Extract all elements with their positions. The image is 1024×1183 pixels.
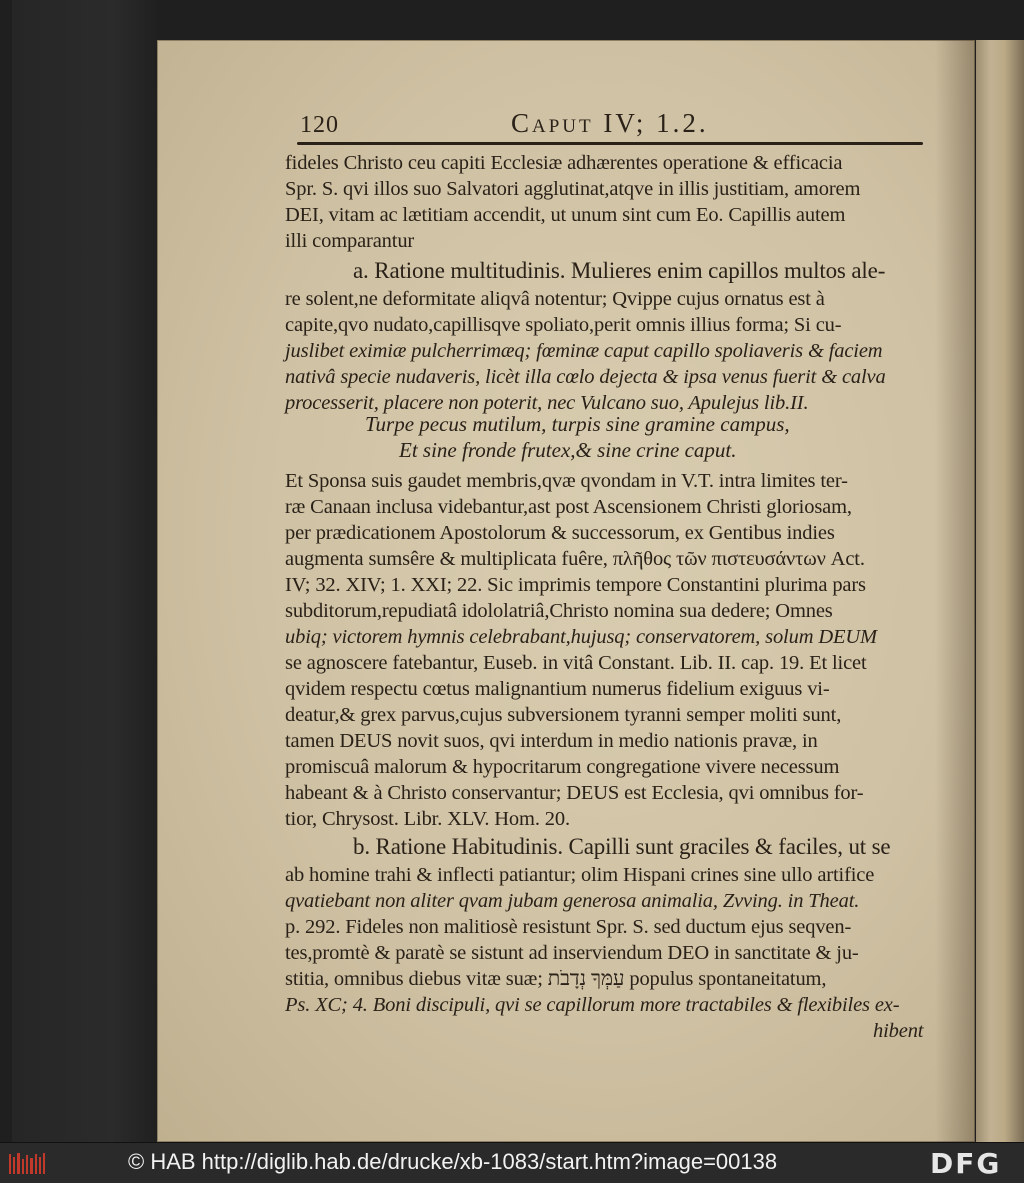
text-line: subditorum,repudiatâ idololatriâ,Christo nomina sua dedere; Omnes xyxy=(285,600,833,622)
text-line: promiscuâ malorum & hypocritarum congregatione vivere necessum xyxy=(285,756,840,778)
text-line: Spr. S. qvi illos suo Salvatori agglutinat,atqve in illis justitiam, amorem xyxy=(285,178,861,200)
section-heading-b: b. Ratione Habitudinis. Capilli sunt graciles & faciles, ut se xyxy=(353,834,891,859)
text-line: Et Sponsa suis gaudet membris,qvæ qvondam in V.T. intra limites ter- xyxy=(285,470,848,492)
text-line: Ps. XC; 4. Boni discipuli, qvi se capillorum more tractabiles & flexibiles ex- xyxy=(285,994,900,1016)
text-line: juslibet eximiæ pulcherrimæq; fœminæ caput capillo spoliaveris & faciem xyxy=(285,340,883,362)
text-line: processerit, placere non poterit, nec Vulcano suo, Apulejus lib.II. xyxy=(285,392,809,414)
running-head: Caput IV; 1.2. xyxy=(511,108,709,138)
text-line: re solent,ne deformitate aliqvâ notentur; Qvippe cujus ornatus est à xyxy=(285,288,825,310)
verse-line: Et sine fronde frutex,& sine crine caput. xyxy=(399,438,737,462)
text-line: se agnoscere fatebantur, Euseb. in vitâ Constant. Lib. II. cap. 19. Et licet xyxy=(285,652,867,674)
text-line: augmenta sumsêre & multiplicata fuêre, πλῆθος τῶν πιστευσάντων Act. xyxy=(285,548,865,570)
text-line: per prædicationem Apostolorum & successorum, ex Gentibus indies xyxy=(285,522,835,544)
header-rule xyxy=(297,142,923,145)
adjacent-page-edge xyxy=(976,40,1024,1142)
catchword: hibent xyxy=(873,1020,924,1042)
text-line: habeant & à Christo conservantur; DEUS est Ecclesia, qvi omnibus for- xyxy=(285,782,864,804)
footer-bar xyxy=(0,1142,1024,1183)
page-number: 120 xyxy=(300,112,339,138)
book-page xyxy=(157,40,975,1142)
text-line: nativâ specie nudaveris, licèt illa cœlo dejecta & ipsa venus fuerit & calva xyxy=(285,366,886,388)
verse-line: Turpe pecus mutilum, turpis sine gramine campus, xyxy=(365,412,790,436)
text-line: fideles Christo ceu capiti Ecclesiæ adhærentes operatione & efficacia xyxy=(285,152,843,174)
text-line: deatur,& grex parvus,cujus subversionem tyranni semper moliti sunt, xyxy=(285,704,842,726)
text-line: tior, Chrysost. Libr. XLV. Hom. 20. xyxy=(285,808,570,830)
text-line: DEI, vitam ac lætitiam accendit, ut unum sint cum Eo. Capillis autem xyxy=(285,204,846,226)
source-url-text[interactable]: © HAB http://diglib.hab.de/drucke/xb-1083/start.htm?image=00138 xyxy=(128,1149,778,1174)
text-line: p. 292. Fideles non malitiosè resistunt Spr. S. sed ductum ejus seqven- xyxy=(285,916,852,938)
text-line: IV; 32. XIV; 1. XXI; 22. Sic imprimis tempore Constantini plurima pars xyxy=(285,574,866,596)
text-line: stitia, omnibus diebus vitæ suæ; עַמְּךָ נְדָבֹת populus spontaneitatum, xyxy=(285,968,827,990)
text-line: ab homine trahi & inflecti patiantur; olim Hispani crines sine ullo artifice xyxy=(285,864,875,886)
text-line: tamen DEUS novit suos, qvi interdum in medio nationis pravæ, in xyxy=(285,730,818,752)
text-line: capite,qvo nudato,capillisqve spoliato,perit omnis illius forma; Si cu- xyxy=(285,314,842,336)
text-line: ræ Canaan inclusa videbantur,ast post Ascensionem Christi gloriosam, xyxy=(285,496,852,518)
text-line: qvidem respectu cœtus malignantium numerus fidelium exiguus vi- xyxy=(285,678,830,700)
text-line: illi comparantur xyxy=(285,230,415,252)
dfg-logo: DFG xyxy=(930,1147,1002,1180)
text-line: ubiq; victorem hymnis celebrabant,hujusq; conservatorem, solum DEUM xyxy=(285,626,877,648)
hab-logo-icon xyxy=(8,1151,46,1177)
text-line: tes,promtè & paratè se sistunt ad inserviendum DEO in sanctitate & ju- xyxy=(285,942,859,964)
section-heading-a: a. Ratione multitudinis. Mulieres enim capillos multos ale- xyxy=(353,258,886,283)
text-line: qvatiebant non aliter qvam jubam generosa animalia, Zvving. in Theat. xyxy=(285,890,860,912)
